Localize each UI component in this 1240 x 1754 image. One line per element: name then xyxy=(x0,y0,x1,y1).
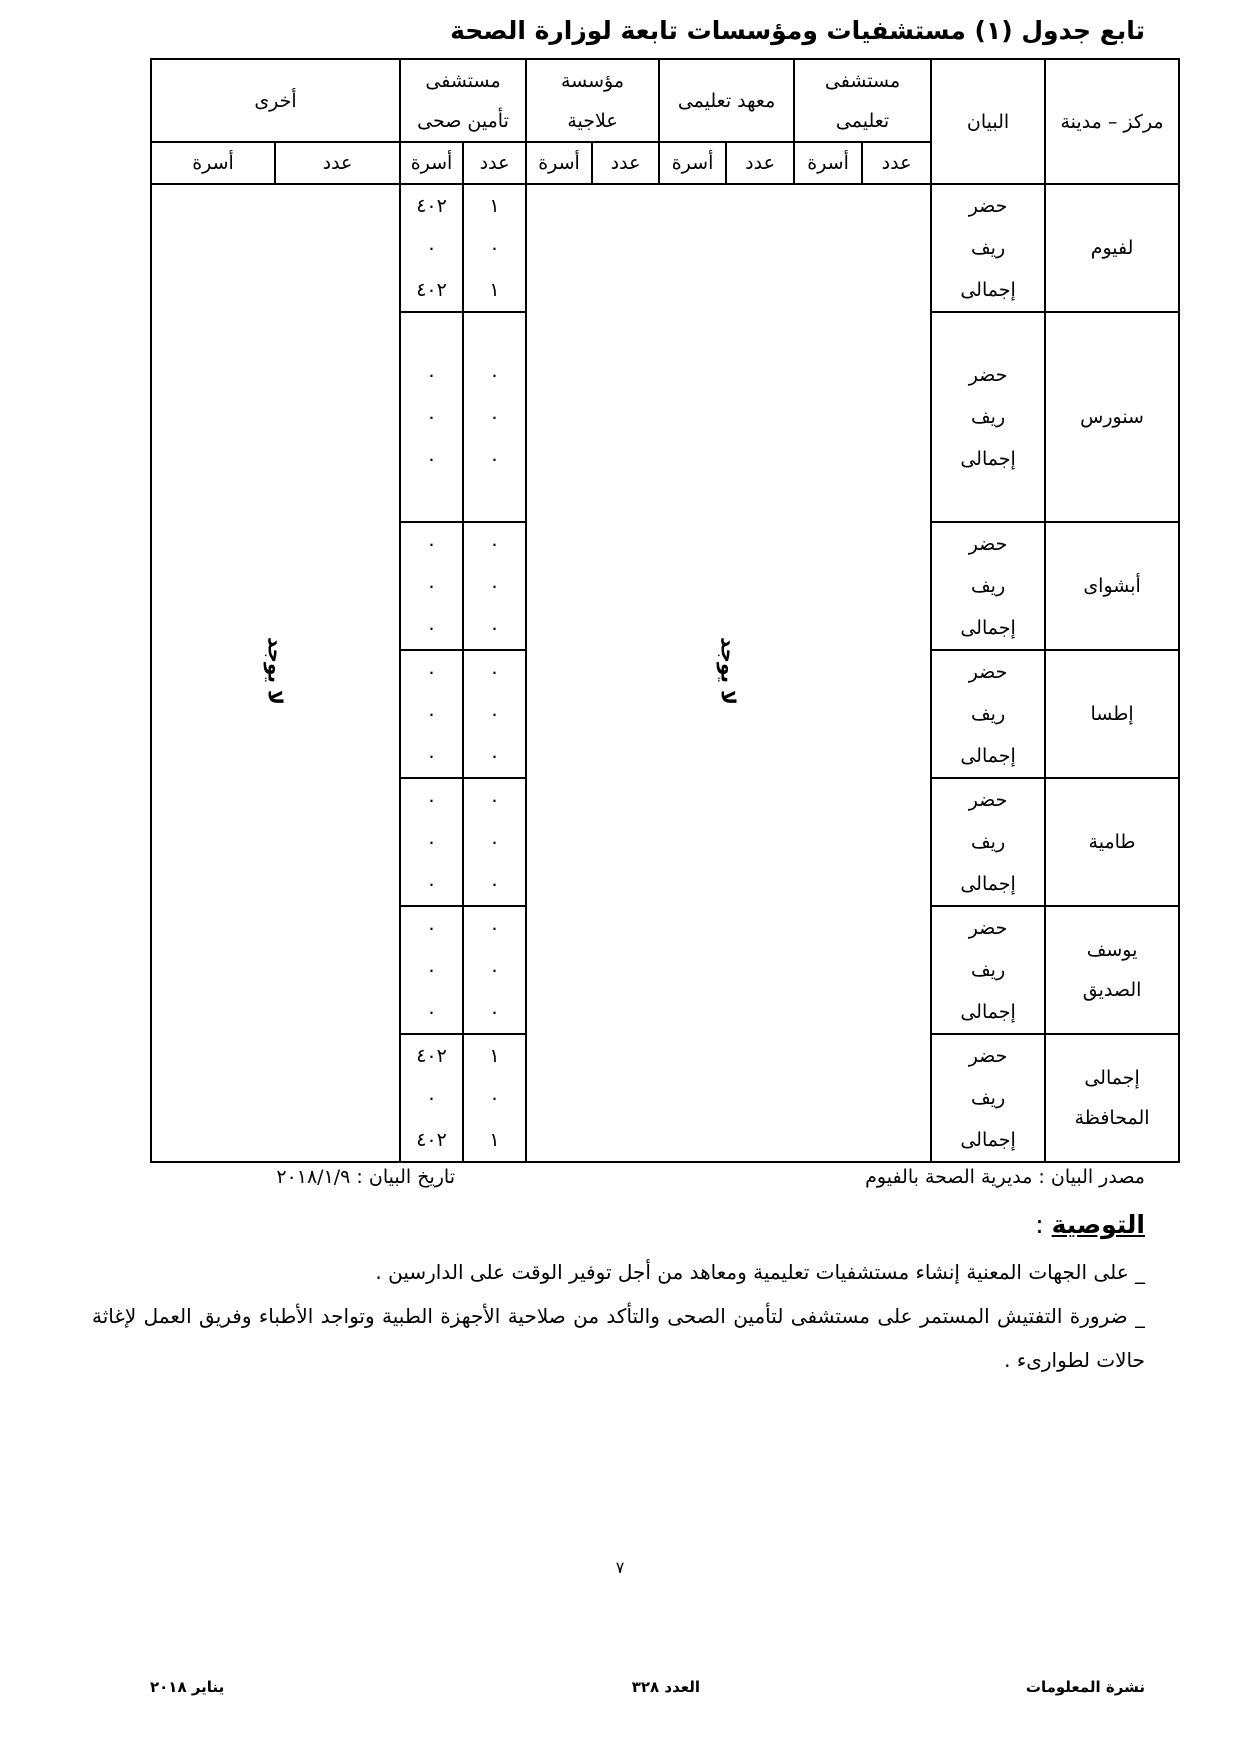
row-labels: حضر ريف إجمالى xyxy=(931,184,1045,312)
header-insurance-hospital xyxy=(400,59,526,142)
insurance-beds: ٠ ٠ ٠ xyxy=(400,906,463,1034)
recommendation-item: _ ضرورة التفتيش المستمر على مستشفى لتأمين الصحى والتأكد من صلاحية الأجهزة الطبية وتواجد الأطباء وفريق العمل لإغاثة حالات لطوارىء . xyxy=(92,1304,1145,1372)
page-number: ٧ xyxy=(615,1558,625,1577)
subheader-beds: أسرة xyxy=(400,142,463,184)
row-labels: حضر ريف إجمالى xyxy=(931,906,1045,1034)
group-line: مستشفى xyxy=(425,69,501,92)
center-name: سنورس xyxy=(1045,312,1179,522)
insurance-beds: ٠ ٠ ٠ xyxy=(400,312,463,522)
insurance-count: ٠ ٠ ٠ xyxy=(463,522,526,650)
recommendation-heading xyxy=(150,1210,1145,1239)
header-center: مركز – مدينة xyxy=(1045,59,1179,184)
group-line: مستشفى xyxy=(824,69,901,92)
subheader-count: عدد xyxy=(726,142,794,184)
footer-publication: نشرة المعلومات xyxy=(1025,1678,1145,1696)
insurance-count: ٠ ٠ ٠ xyxy=(463,906,526,1034)
recommendation-item: _ على الجهات المعنية إنشاء مستشفيات تعليمية ومعاهد من أجل توفير الوقت على الدارسين . xyxy=(375,1260,1145,1284)
subheader-count: عدد xyxy=(463,142,526,184)
subheader-beds: أسرة xyxy=(526,142,592,184)
center-name: إطسا xyxy=(1045,650,1179,778)
header-item: البيان xyxy=(931,59,1045,184)
subheader-beds: أسرة xyxy=(659,142,726,184)
insurance-count: ١ ٠ ١ xyxy=(463,1034,526,1162)
no-data-other: لا يوجد xyxy=(151,184,400,1162)
recommendation-title: التوصية xyxy=(1051,1210,1145,1239)
insurance-beds: ٤٠٢ ٠ ٤٠٢ xyxy=(400,1034,463,1162)
group-line: علاجية xyxy=(567,109,618,132)
insurance-count: ٠ ٠ ٠ xyxy=(463,312,526,522)
header-medical-institution xyxy=(526,59,659,142)
table-row xyxy=(151,184,1179,312)
insurance-count: ٠ ٠ ٠ xyxy=(463,650,526,778)
subheader-beds: أسرة xyxy=(151,142,275,184)
header-teaching-institute xyxy=(659,59,794,142)
row-labels: حضر ريف إجمالى xyxy=(931,778,1045,906)
header-other xyxy=(151,59,400,142)
subheader-count: عدد xyxy=(275,142,400,184)
insurance-beds: ٠ ٠ ٠ xyxy=(400,650,463,778)
footer-date: يناير ٢٠١٨ xyxy=(150,1678,225,1696)
center-name: أبشواى xyxy=(1045,522,1179,650)
no-data-teaching-institutions: لا يوجد xyxy=(526,184,931,1162)
data-date: تاريخ البيان : ٢٠١٨/١/٩ xyxy=(276,1166,455,1188)
center-name: طامية xyxy=(1045,778,1179,906)
row-labels: حضر ريف إجمالى xyxy=(931,312,1045,522)
footer-issue: العدد ٣٢٨ xyxy=(631,1678,700,1696)
subheader-count: عدد xyxy=(862,142,931,184)
center-name: يوسف الصديق xyxy=(1045,906,1179,1034)
group-line: مؤسسة xyxy=(561,69,625,92)
page-footer xyxy=(150,1678,1145,1700)
hospitals-table xyxy=(150,58,1180,1163)
group-line: معهد تعليمى xyxy=(677,89,776,112)
subheader-beds: أسرة xyxy=(794,142,862,184)
insurance-beds: ٤٠٢ ٠ ٤٠٢ xyxy=(400,184,463,312)
group-line: أخرى xyxy=(254,89,297,112)
row-labels: حضر ريف إجمالى xyxy=(931,1034,1045,1162)
center-name: لفيوم xyxy=(1045,184,1179,312)
table-title: تابع جدول (١) مستشفيات ومؤسسات تابعة لوزارة الصحة xyxy=(450,16,1145,45)
insurance-beds: ٠ ٠ ٠ xyxy=(400,778,463,906)
insurance-count: ١ ٠ ١ xyxy=(463,184,526,312)
row-labels: حضر ريف إجمالى xyxy=(931,522,1045,650)
insurance-count: ٠ ٠ ٠ xyxy=(463,778,526,906)
header-teaching-hospital xyxy=(794,59,931,142)
recommendation-colon: : xyxy=(1035,1210,1052,1239)
data-source: مصدر البيان : مديرية الصحة بالفيوم xyxy=(865,1166,1145,1188)
center-name: إجمالى المحافظة xyxy=(1045,1034,1179,1162)
subheader-count: عدد xyxy=(592,142,659,184)
group-line: تعليمى xyxy=(835,109,890,132)
insurance-beds: ٠ ٠ ٠ xyxy=(400,522,463,650)
row-labels: حضر ريف إجمالى xyxy=(931,650,1045,778)
group-line: تأمين صحى xyxy=(417,109,509,132)
